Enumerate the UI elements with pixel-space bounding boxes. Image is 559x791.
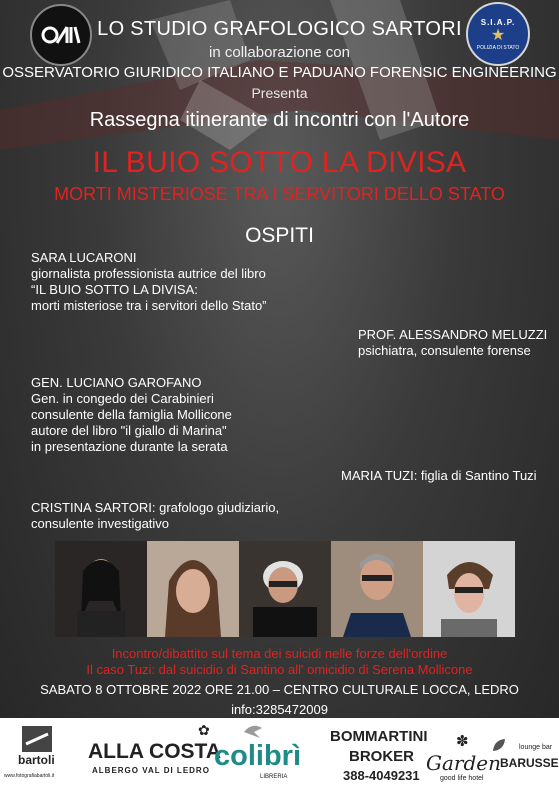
- guest-meluzzi: [358, 327, 547, 359]
- series-title: Rassegna itinerante di incontri con l'Autore: [89, 109, 470, 131]
- collaboration-text: in collaborazione con: [209, 44, 350, 61]
- flower-icon: ✿: [198, 722, 210, 738]
- event-topic: Incontro/dibattito sul tema dei suicidi nelle forze dell'ordine: [111, 646, 448, 661]
- bommartini-name: BOMMARTINI: [330, 728, 428, 745]
- barusse-name: BARUSSE: [500, 756, 559, 770]
- guest-name: CRISTINA SARTORI: grafologo giudiziario,: [31, 500, 280, 515]
- colibri-name: colibrì: [214, 740, 302, 772]
- bommartini-phone: 388-4049231: [343, 768, 420, 783]
- guest-tuzi: MARIA TUZI: figlia di Santino Tuzi: [341, 468, 537, 483]
- guest-description: morti misteriose tra i servitori dello Stato”: [31, 298, 267, 313]
- guest-name: PROF. ALESSANDRO MELUZZI: [358, 327, 548, 342]
- guest-photo-meluzzi: [239, 541, 331, 637]
- guest-description: psichiatra, consulente forense: [358, 343, 531, 358]
- guest-description: consulente investigativo: [31, 516, 170, 531]
- studio-title: LO STUDIO GRAFOLOGICO SARTORI: [97, 18, 462, 40]
- guest-lucaroni: [31, 250, 267, 314]
- sponsor-bar: [0, 718, 559, 791]
- guest-description: consulente della famiglia Mollicone: [31, 407, 232, 422]
- garden-flower-icon: ✽: [456, 733, 469, 750]
- book-title: IL BUIO SOTTO LA DIVISA: [92, 146, 467, 179]
- garden-sub: good life hotel: [440, 775, 484, 782]
- bartoli-site: www.fotografiabartoli.it: [4, 773, 55, 779]
- presents-text: Presenta: [251, 85, 308, 101]
- bartoli-name: bartoli: [18, 753, 55, 767]
- guest-photo-lucaroni: [55, 541, 147, 637]
- guest-description: “IL BUIO SOTTO LA DIVISA:: [31, 282, 198, 297]
- bartoli-logo-icon: [22, 726, 52, 752]
- guest-description: giornalista professionista autrice del libro: [31, 266, 266, 281]
- guests-heading: OSPITI: [245, 224, 314, 247]
- guest-name: GEN. LUCIANO GAROFANO: [31, 375, 202, 390]
- colibri-sub: LIBRERIA: [260, 774, 288, 780]
- bommartini-broker: BROKER: [349, 748, 415, 765]
- guest-sartori: [31, 500, 279, 532]
- barusse-lounge: lounge bar: [519, 744, 553, 751]
- guest-name: SARA LUCARONI: [31, 250, 137, 265]
- alla-costa-sub: ALBERGO VAL DI LEDRO: [92, 766, 210, 775]
- siap-logo-text: S.I.A.P.: [480, 17, 516, 27]
- event-info-phone: info:3285472009: [231, 702, 328, 717]
- guest-photo-garofano: [331, 541, 423, 637]
- guest-description: autore del libro "il giallo di Marina": [31, 423, 227, 438]
- garden-name: Garden: [426, 751, 501, 775]
- observatory-title: OSSERVATORIO GIURIDICO ITALIANO E PADUANO FORENSIC ENGINEERING: [2, 64, 557, 81]
- guest-photos: [55, 541, 516, 637]
- guest-description: in presentazione durante la serata: [31, 439, 228, 454]
- hummingbird-icon: [242, 722, 264, 740]
- event-case: Il caso Tuzi: dal suicidio di Santino all' omicidio di Serena Mollicone: [86, 662, 473, 677]
- star-icon: ★: [490, 26, 506, 44]
- guest-description: Gen. in congedo dei Carabinieri: [31, 391, 214, 406]
- event-date-place: SABATO 8 OTTOBRE 2022 ORE 21.00 – CENTRO CULTURALE LOCCA, LEDRO: [40, 682, 519, 697]
- guest-garofano: [31, 375, 232, 455]
- guest-photo-sartori: [147, 541, 239, 637]
- siap-logo-subtext: POLIZIA DI STATO: [476, 44, 520, 51]
- guest-photo-tuzi: [423, 541, 515, 637]
- alla-costa-name: ALLA COSTA: [88, 740, 221, 763]
- book-subtitle: MORTI MISTERIOSE TRA I SERVITORI DELLO STATO: [54, 184, 505, 204]
- leaf-icon: [492, 738, 506, 752]
